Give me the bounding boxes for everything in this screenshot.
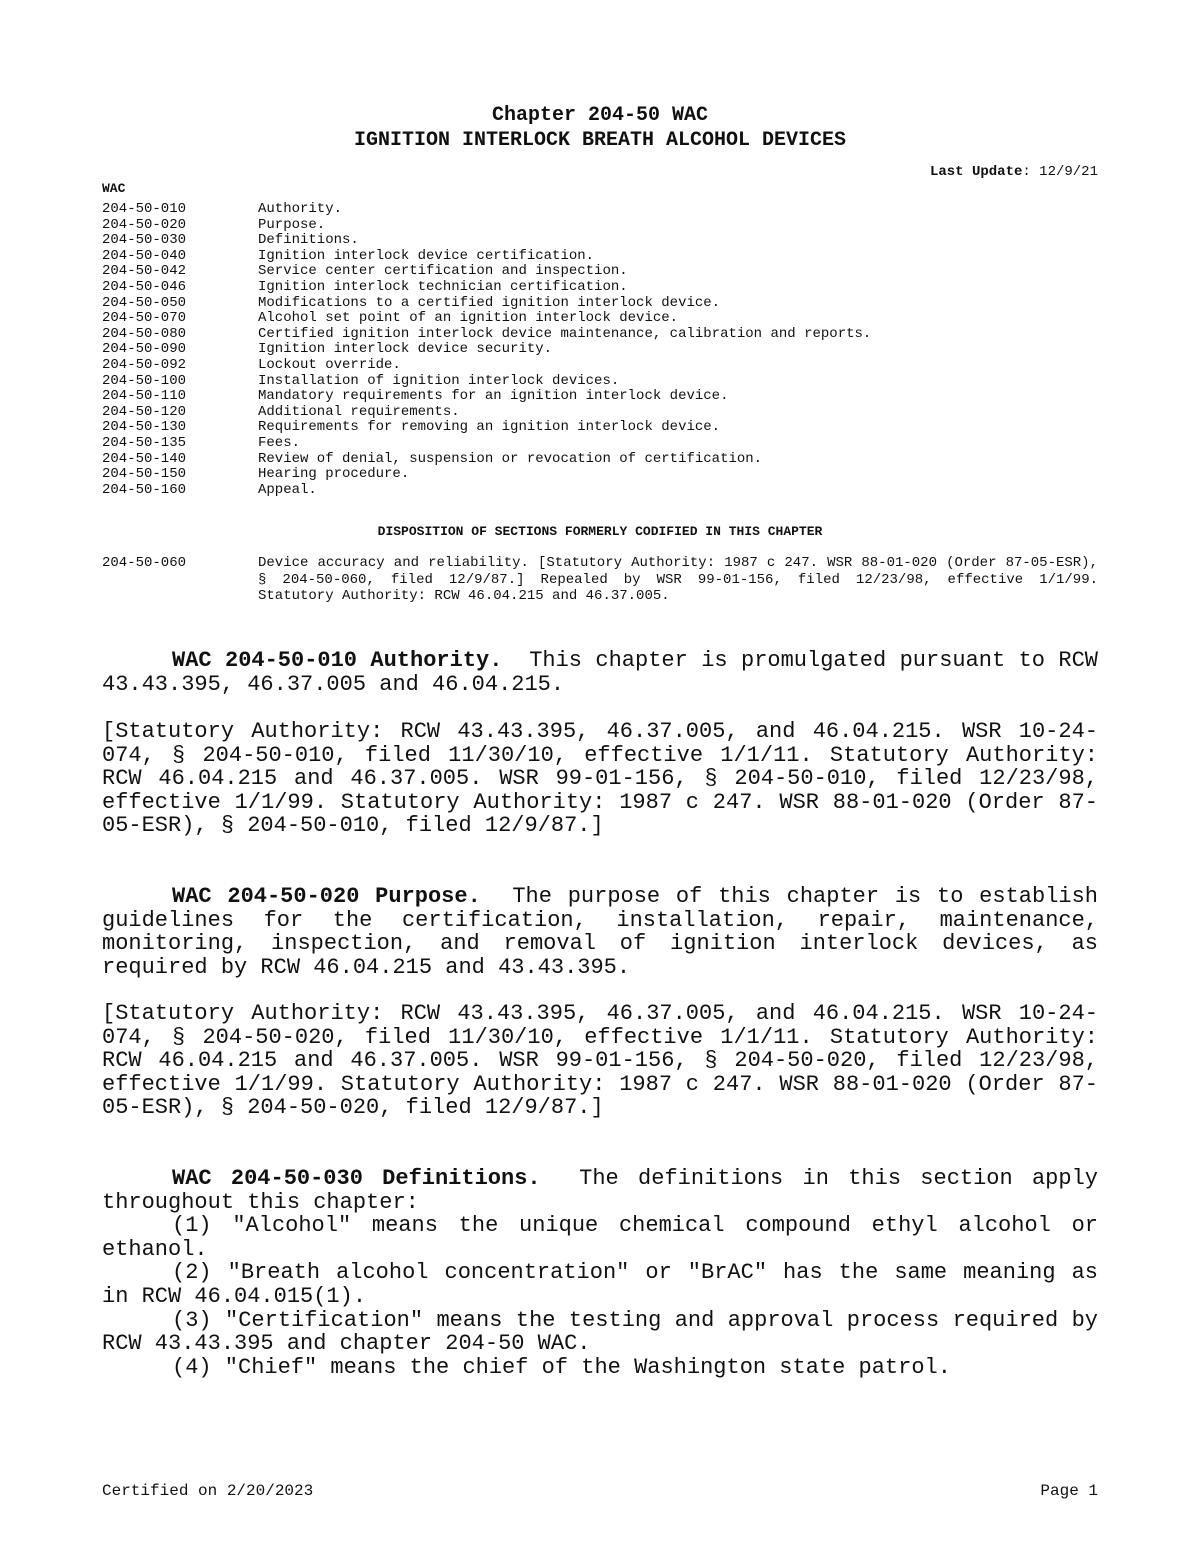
- toc-section-number: 204-50-030: [102, 232, 187, 249]
- section-020-history: [102, 1002, 1098, 1120]
- toc-section-number: 204-50-150: [102, 466, 187, 483]
- toc-row: [102, 327, 1102, 343]
- definition-item: (3) "Certification" means the testing and approval process required by RCW 43.43.395 and chapter 204-50 WAC.: [102, 1307, 1098, 1357]
- toc-section-title: Appeal.: [258, 481, 317, 498]
- toc-row: [102, 249, 1102, 265]
- toc-section-number: 204-50-100: [102, 372, 187, 389]
- disposition-entry: [102, 555, 1098, 605]
- toc-row: [102, 436, 1102, 452]
- toc-row: [102, 264, 1102, 280]
- history-note: [Statutory Authority: RCW 43.43.395, 46.37.005, and 46.04.215. WSR 10-24-074, § 204-50-020, filed 11/30/10, effective 1/1/11. Statutory Authority: RCW 46.04.215 and 46.37.005. WSR 99-01-156, § 204-50-020, filed 12/23/98, effective 1/1/99. Statutory Authority: 1987 c 247. WSR 88-01-020 (Order 87-05-ESR), § 204-50-020, filed 12/9/87.]: [102, 1001, 1098, 1121]
- section-030-paragraph: [102, 1167, 1098, 1214]
- toc-row: [102, 342, 1102, 358]
- disposition-number: 204-50-060: [102, 555, 187, 571]
- chapter-title: IGNITION INTERLOCK BREATH ALCOHOL DEVICES: [353, 129, 847, 152]
- last-update-label: Last Update: [929, 164, 1023, 180]
- toc-section-number: 204-50-135: [102, 434, 187, 451]
- history-note: [Statutory Authority: RCW 43.43.395, 46.37.005, and 46.04.215. WSR 10-24-074, § 204-50-010, filed 11/30/10, effective 1/1/11. Statutory Authority: RCW 46.04.215 and 46.37.005. WSR 99-01-156, § 204-50-010, filed 12/23/98, effective 1/1/99. Statutory Authority: 1987 c 247. WSR 88-01-020 (Order 87-05-ESR), § 204-50-010, filed 12/9/87.]: [102, 719, 1098, 839]
- disposition-heading: DISPOSITION OF SECTIONS FORMERLY CODIFIED IN THIS CHAPTER: [377, 524, 823, 539]
- last-update: [930, 163, 1098, 181]
- table-of-contents: [102, 202, 1102, 498]
- toc-section-title: Certified ignition interlock device maintenance, calibration and reports.: [258, 325, 872, 342]
- toc-section-number: 204-50-160: [102, 481, 187, 498]
- toc-section-title: Service center certification and inspection.: [258, 263, 628, 280]
- toc-section-title: Installation of ignition interlock devices.: [258, 372, 620, 389]
- section-heading: WAC 204-50-010 Authority.: [172, 648, 503, 673]
- definition-item: (1) "Alcohol" means the unique chemical compound ethyl alcohol or ethanol.: [102, 1213, 1098, 1262]
- toc-section-title: Requirements for removing an ignition interlock device.: [258, 419, 721, 436]
- toc-section-title: Authority.: [258, 201, 343, 217]
- toc-section-title: Fees.: [258, 434, 301, 451]
- toc-section-number: 204-50-120: [102, 403, 187, 420]
- toc-section-title: Hearing procedure.: [258, 466, 410, 483]
- section-030: [102, 1167, 1098, 1379]
- toc-section-title: Ignition interlock device security.: [258, 341, 553, 358]
- section-010-paragraph: [102, 649, 1098, 696]
- toc-section-number: 204-50-130: [102, 419, 187, 436]
- section-010: [102, 649, 1098, 696]
- toc-section-title: Additional requirements.: [258, 403, 460, 420]
- toc-row: [102, 280, 1102, 296]
- certified-date: Certified on 2/20/2023: [102, 1482, 314, 1500]
- toc-row: [102, 405, 1102, 421]
- toc-row: [102, 311, 1102, 327]
- section-heading: WAC 204-50-030 Definitions.: [172, 1166, 541, 1191]
- toc-row: [102, 374, 1102, 390]
- toc-section-title: Alcohol set point of an ignition interlock device.: [258, 310, 679, 327]
- toc-section-title: Review of denial, suspension or revocation of certification.: [258, 450, 763, 467]
- page-number: Page 1: [1040, 1482, 1098, 1500]
- disposition-text: Device accuracy and reliability. [Statutory Authority: 1987 c 247. WSR 88-01-020 (Order 87-05-ESR), § 204-50-060, filed 12/9/87.] Repealed by WSR 99-01-156, filed 12/23/98, effective 1/1/99. Statutory Authority: RCW 46.04.215 and 46.37.005.: [258, 555, 1098, 604]
- toc-section-number: 204-50-092: [102, 356, 187, 373]
- toc-section-title: Modifications to a certified ignition interlock device.: [258, 294, 721, 311]
- toc-section-title: Mandatory requirements for an ignition interlock device.: [258, 388, 729, 405]
- toc-row: [102, 218, 1102, 234]
- toc-row: [102, 233, 1102, 249]
- section-020: [102, 885, 1098, 979]
- toc-section-number: 204-50-080: [102, 325, 187, 342]
- toc-row: [102, 202, 1102, 218]
- toc-row: [102, 467, 1102, 483]
- chapter-number: Chapter 204-50 WAC: [491, 104, 709, 127]
- toc-row: [102, 483, 1102, 499]
- toc-section-number: 204-50-140: [102, 450, 187, 467]
- toc-section-number: 204-50-070: [102, 310, 187, 327]
- toc-section-number: 204-50-050: [102, 294, 187, 311]
- toc-section-number: 204-50-020: [102, 216, 187, 233]
- toc-section-title: Ignition interlock technician certification.: [258, 278, 628, 295]
- toc-section-number: 204-50-090: [102, 341, 187, 358]
- toc-section-number: 204-50-010: [102, 201, 187, 217]
- toc-section-title: Purpose.: [258, 216, 326, 233]
- toc-heading: WAC: [102, 181, 126, 196]
- toc-section-number: 204-50-042: [102, 263, 187, 280]
- toc-section-number: 204-50-110: [102, 388, 187, 405]
- toc-row: [102, 420, 1102, 436]
- definition-item: (2) "Breath alcohol concentration" or "BrAC" has the same meaning as in RCW 46.04.015(1).: [102, 1260, 1098, 1309]
- last-update-value: : 12/9/21: [1022, 164, 1098, 180]
- section-body: The purpose of this chapter is to establish guidelines for the certification, installation, repair, maintenance, monitoring, inspection, and removal of ignition interlock devices, as required by RCW 46.04.215 and 43.43.395.: [102, 884, 1099, 980]
- toc-row: [102, 358, 1102, 374]
- toc-section-title: Definitions.: [258, 232, 359, 249]
- section-010-history: [102, 720, 1098, 838]
- toc-row: [102, 452, 1102, 468]
- toc-section-title: Lockout override.: [258, 356, 401, 373]
- section-heading: WAC 204-50-020 Purpose.: [172, 884, 481, 909]
- definition-item: (4) "Chief" means the chief of the Washington state patrol.: [172, 1354, 951, 1380]
- section-body: The definitions in this section apply throughout this chapter:: [102, 1166, 1098, 1215]
- toc-section-number: 204-50-046: [102, 278, 187, 295]
- toc-row: [102, 389, 1102, 405]
- section-body: This chapter is promulgated pursuant to RCW 43.43.395, 46.37.005 and 46.04.215.: [102, 648, 1098, 697]
- toc-section-title: Ignition interlock device certification.: [258, 247, 595, 264]
- section-020-paragraph: [102, 885, 1098, 979]
- toc-section-number: 204-50-040: [102, 247, 187, 264]
- toc-row: [102, 296, 1102, 312]
